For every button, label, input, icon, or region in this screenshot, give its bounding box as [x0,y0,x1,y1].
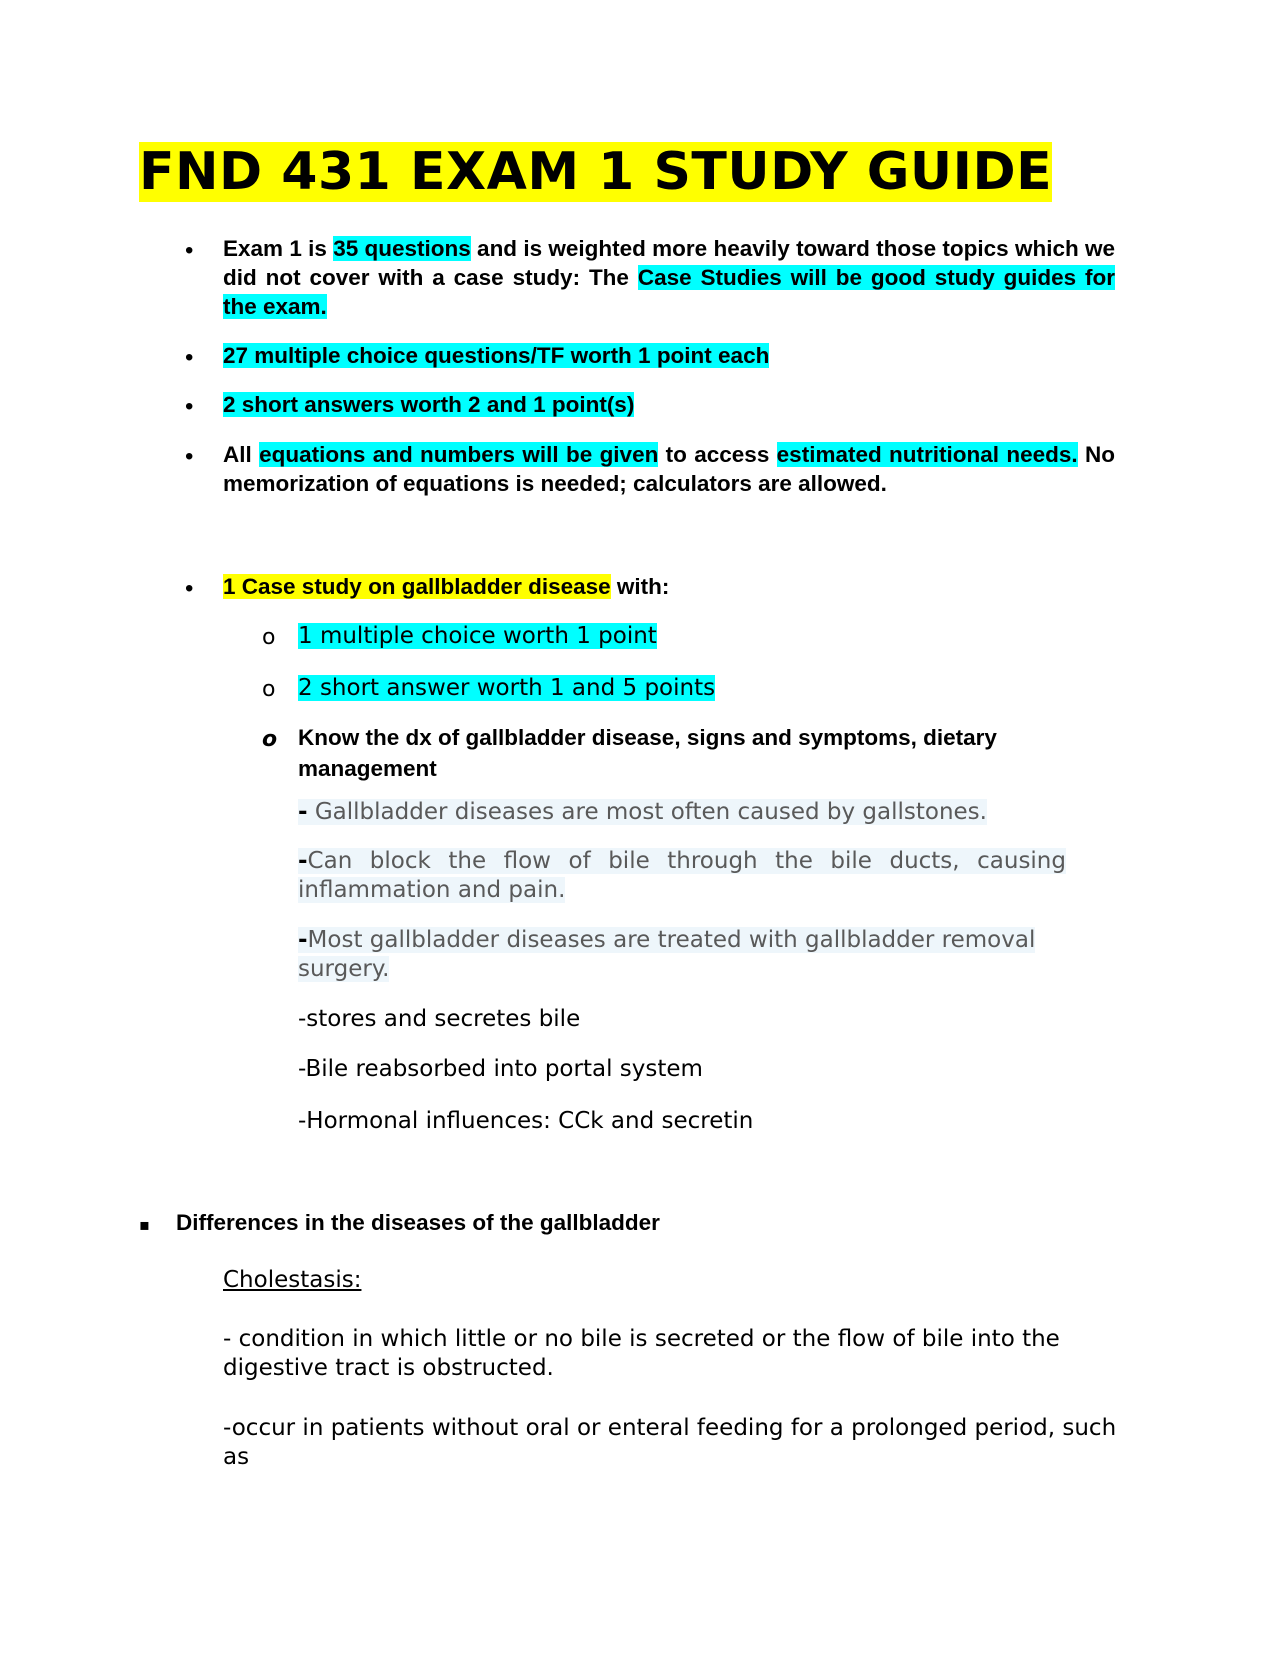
case-studies-highlight: Case Studies will be good study guides for the exam. [223,265,1116,319]
case-study-highlight: 1 Case study on gallbladder disease [223,574,611,599]
equations-text-3: No memorization of equations is needed; calculators are allowed. [223,442,1115,496]
sub-bullet-marker: o [262,677,276,702]
note-dash: - [298,927,308,953]
bullet-marker: • [185,393,194,420]
bullet-marker: • [185,344,194,371]
exam-overview-paragraph [223,234,1115,321]
note-text: Most gallbladder diseases are treated with gallbladder removal surgery. [298,927,1036,982]
multiple-choice-highlight: 27 multiple choice questions/TF worth 1 point each [223,343,770,368]
multiple-choice-paragraph [223,341,769,370]
know-dx-text: Know the dx of gallbladder disease, signs and symptoms, dietary management [298,725,997,781]
case-item-highlight: 1 multiple choice worth 1 point [298,623,657,649]
plain-note: -Hormonal influences: CCk and secretin [298,1108,754,1134]
overview-text-1: Exam 1 is [223,236,334,261]
case-item-highlight: 2 short answer worth 1 and 5 points [298,675,716,701]
case-study-paragraph [223,572,669,601]
bullet-marker: • [185,575,194,602]
note-text: Gallbladder diseases are most often caused by gallstones. [307,799,987,825]
case-item [298,621,657,651]
plain-note: -stores and secretes bile [298,1006,581,1032]
case-study-text: with: [610,574,670,599]
cholestasis-definition: - condition in which little or no bile is secreted or the flow of bile into the digestive tract is obstructed. [223,1326,1060,1381]
equations-paragraph [223,440,1115,498]
note-dash: - [298,848,308,874]
sub-bullet-marker: o [262,727,278,752]
gallstones-note [298,798,1058,827]
cholestasis-heading: Cholestasis: [223,1267,362,1293]
equations-text-2: to access [658,442,777,467]
section-heading: Differences in the diseases of the gallbladder [176,1210,660,1235]
surgery-note [298,926,1078,984]
section-marker: ▪ [139,1215,150,1234]
sub-bullet-marker: o [262,625,276,650]
equations-text-1: All [223,442,260,467]
document-title [139,138,1052,206]
equations-highlight: equations and numbers will be given [259,442,659,467]
title-highlight: FND 431 EXAM 1 STUDY GUIDE [139,142,1053,202]
short-answer-paragraph [223,390,634,419]
cholestasis-occurrence: -occur in patients without oral or enteral feeding for a prolonged period, such as [223,1415,1117,1470]
note-dash: - [298,799,308,825]
question-count-highlight: 35 questions [333,236,471,261]
plain-note: -Bile reabsorbed into portal system [298,1056,703,1082]
bile-flow-note [298,847,1066,905]
note-text: Can block the flow of bile through the bile ducts, causing inflammation and pain. [298,848,1066,903]
overview-text-2: and is weighted more heavily toward those topics which we did not cover with a case study: The [223,236,1115,290]
bullet-marker: • [185,237,194,264]
case-item [298,673,715,703]
nutritional-needs-highlight: estimated nutritional needs. [776,442,1078,467]
short-answer-highlight: 2 short answers worth 2 and 1 point(s) [223,392,635,417]
bullet-marker: • [185,443,194,470]
